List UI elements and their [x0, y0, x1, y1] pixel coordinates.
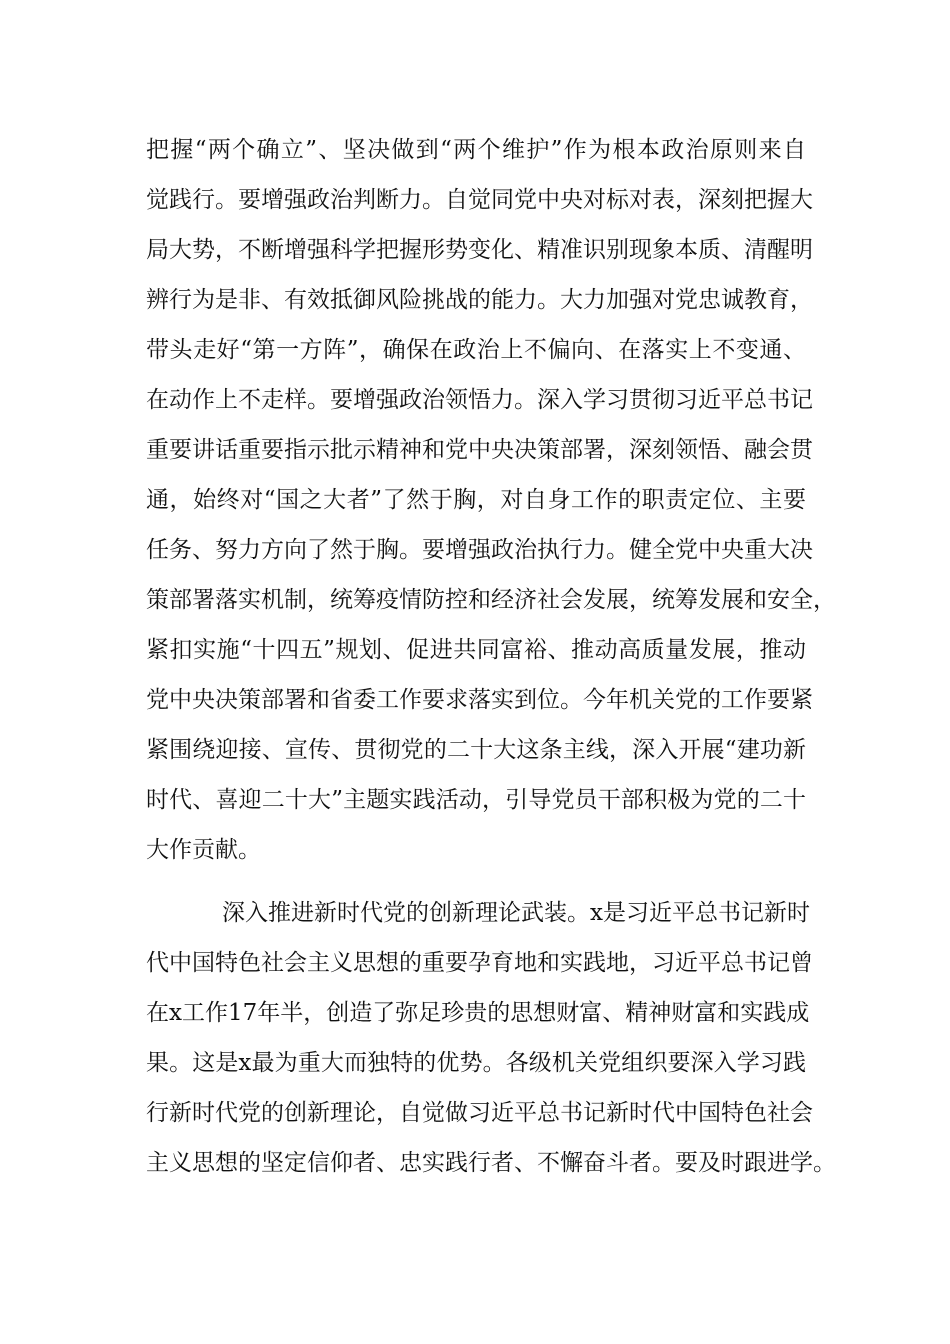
- text-line: 带头走好“第一方阵”，确保在政治上不偏向、在落实上不变通、: [146, 337, 806, 363]
- text-line: 深入推进新时代党的创新理论武装。x是习近平总书记新时: [222, 900, 810, 926]
- text-line: 通，始终对“国之大者”了然于胸，对自身工作的职责定位、主要: [146, 487, 806, 513]
- text-line: 觉践行。要增强政治判断力。自觉同党中央对标对表，深刻把握大: [146, 187, 813, 213]
- text-line: 时代、喜迎二十大”主题实践活动，引导党员干部积极为党的二十: [146, 787, 806, 813]
- text-line: 局大势，不断增强科学把握形势变化、精准识别现象本质、清醒明: [146, 237, 813, 263]
- text-line: 果。这是x最为重大而独特的优势。各级机关党组织要深入学习践: [146, 1050, 806, 1076]
- text-line: 行新时代党的创新理论，自觉做习近平总书记新时代中国特色社会: [146, 1100, 813, 1126]
- text-line: 在动作上不走样。要增强政治领悟力。深入学习贯彻习近平总书记: [146, 387, 813, 413]
- text-line: 任务、努力方向了然于胸。要增强政治执行力。健全党中央重大决: [146, 537, 813, 563]
- text-line: 策部署落实机制，统筹疫情防控和经济社会发展，统筹发展和安全，: [146, 587, 836, 613]
- text-line: 主义思想的坚定信仰者、忠实践行者、不懈奋斗者。要及时跟进学。: [146, 1150, 836, 1176]
- text-line: 在x工作17年半，创造了弥足珍贵的思想财富、精神财富和实践成: [146, 1000, 810, 1026]
- text-line: 大作贡献。: [146, 837, 261, 863]
- text-line: 紧围绕迎接、宣传、贯彻党的二十大这条主线，深入开展“建功新: [146, 737, 806, 763]
- text-line: 紧扣实施“十四五”规划、促进共同富裕、推动高质量发展，推动: [146, 637, 806, 663]
- text-line: 把握“两个确立”、坚决做到“两个维护”作为根本政治原则来自: [146, 137, 806, 163]
- text-line: 重要讲话重要指示批示精神和党中央决策部署，深刻领悟、融会贯: [146, 437, 813, 463]
- text-line: 代中国特色社会主义思想的重要孕育地和实践地，习近平总书记曾: [146, 950, 813, 976]
- text-line: 党中央决策部署和省委工作要求落实到位。今年机关党的工作要紧: [146, 687, 813, 713]
- text-line: 辨行为是非、有效抵御风险挑战的能力。大力加强对党忠诚教育，: [146, 287, 813, 313]
